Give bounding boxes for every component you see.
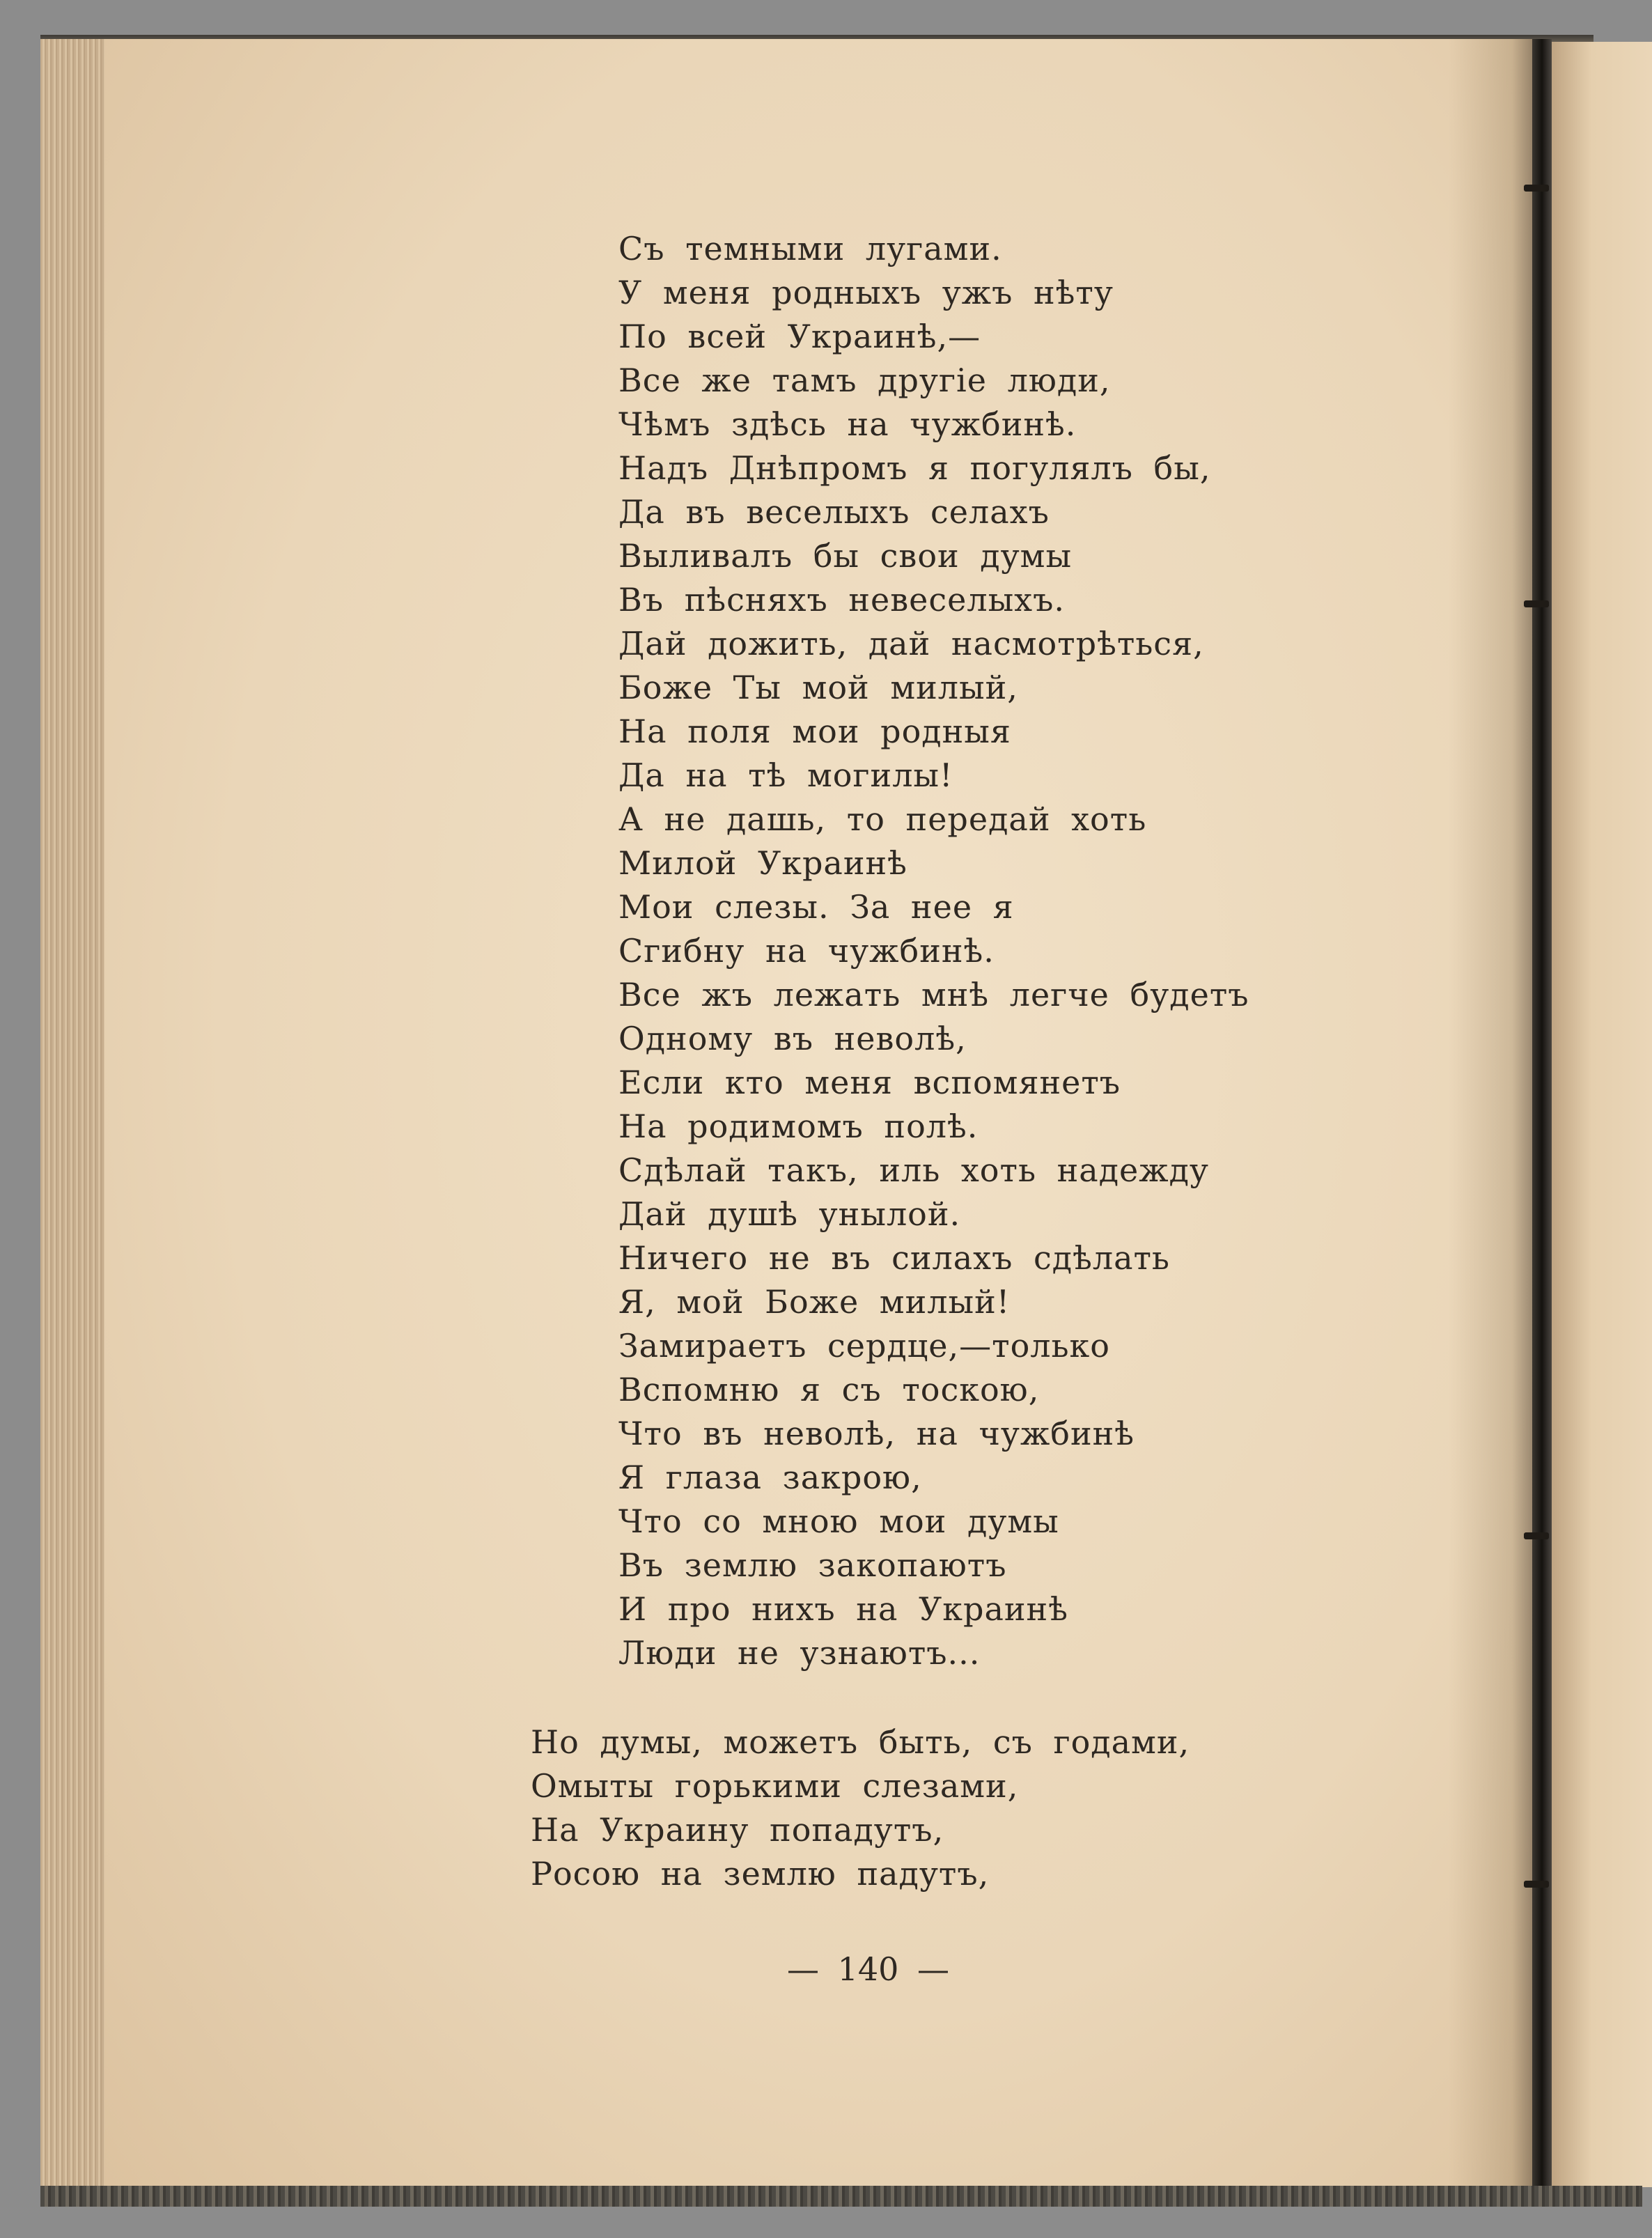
poem-line: Омыты горькими слезами, — [531, 1767, 1019, 1805]
poem-line: Одному въ неволѣ, — [618, 1020, 967, 1057]
poem-line: Я глаза закрою, — [618, 1459, 922, 1496]
poem-line: Что со мною мои думы — [618, 1502, 1059, 1540]
poem-line: Сгибну на чужбинѣ. — [618, 932, 995, 970]
poem-line: Дай душѣ унылой. — [618, 1195, 961, 1233]
poem-line: Сдѣлай такъ, иль хоть надежду — [618, 1151, 1209, 1189]
poem-line: Замираетъ сердце,—только — [618, 1327, 1110, 1365]
poem-line: Боже Ты мой милый, — [618, 669, 1018, 706]
poem-line: Я, мой Боже милый! — [618, 1283, 1011, 1321]
binding-stitch — [1524, 1881, 1549, 1888]
binding-stitch — [1524, 185, 1549, 192]
poem-line: У меня родныхъ ужъ нѣту — [618, 274, 1114, 311]
poem-line: Ничего не въ силахъ сдѣлать — [618, 1239, 1170, 1277]
poem-line: Все жъ лежать мнѣ легче будетъ — [618, 976, 1249, 1013]
poem-line: Дай дожить, дай насмотрѣться, — [618, 625, 1204, 662]
poem-line: Съ темными лугами. — [618, 230, 1002, 267]
poem-line: Все же тамъ другіе люди, — [618, 362, 1111, 399]
poem-line: Но думы, можетъ быть, съ годами, — [531, 1723, 1190, 1761]
poem-line: Надъ Днѣпромъ я погулялъ бы, — [618, 449, 1211, 487]
poem-line: На родимомъ полѣ. — [618, 1108, 979, 1145]
book-bottom-edge — [40, 2186, 1642, 2207]
book-spine — [1532, 39, 1552, 2198]
poem-line: Да на тѣ могилы! — [618, 756, 953, 794]
poem-line: Въ пѣсняхъ невеселыхъ. — [618, 581, 1066, 619]
poem-line: Выливалъ бы свои думы — [618, 537, 1073, 575]
poem-line: По всей Украинѣ,— — [618, 318, 981, 355]
poem-stanza-1 — [618, 227, 1249, 1675]
poem-line: Люди не узнаютъ... — [618, 1634, 981, 1672]
poem-line: Милой Украинѣ — [618, 844, 907, 882]
facing-page-edge — [1552, 42, 1652, 2187]
poem-line: Въ землю закопаютъ — [618, 1546, 1007, 1584]
poem-line: А не дашь, то передай хоть — [618, 800, 1147, 838]
page-number: — 140 — — [787, 1950, 950, 1988]
poem-line: Что въ неволѣ, на чужбинѣ — [618, 1415, 1135, 1452]
poem-line: И про нихъ на Украинѣ — [618, 1590, 1068, 1628]
binding-stitch — [1524, 1532, 1549, 1539]
poem-line: Вспомню я съ тоскою, — [618, 1371, 1040, 1408]
poem-line: Да въ веселыхъ селахъ — [618, 493, 1050, 531]
poem-line: Мои слезы. За нее я — [618, 888, 1014, 926]
page-stack-edge — [40, 39, 104, 2191]
poem-line: Если кто меня вспомянетъ — [618, 1064, 1121, 1101]
binding-stitch — [1524, 600, 1549, 607]
gutter-shadow — [1449, 39, 1539, 2191]
poem-line: Чѣмъ здѣсь на чужбинѣ. — [618, 405, 1077, 443]
poem-line: На Украину попадутъ, — [531, 1811, 944, 1849]
poem-line: На поля мои родныя — [618, 713, 1011, 750]
poem-line: Росою на землю падутъ, — [531, 1855, 990, 1893]
poem-stanza-2 — [531, 1720, 1190, 1896]
